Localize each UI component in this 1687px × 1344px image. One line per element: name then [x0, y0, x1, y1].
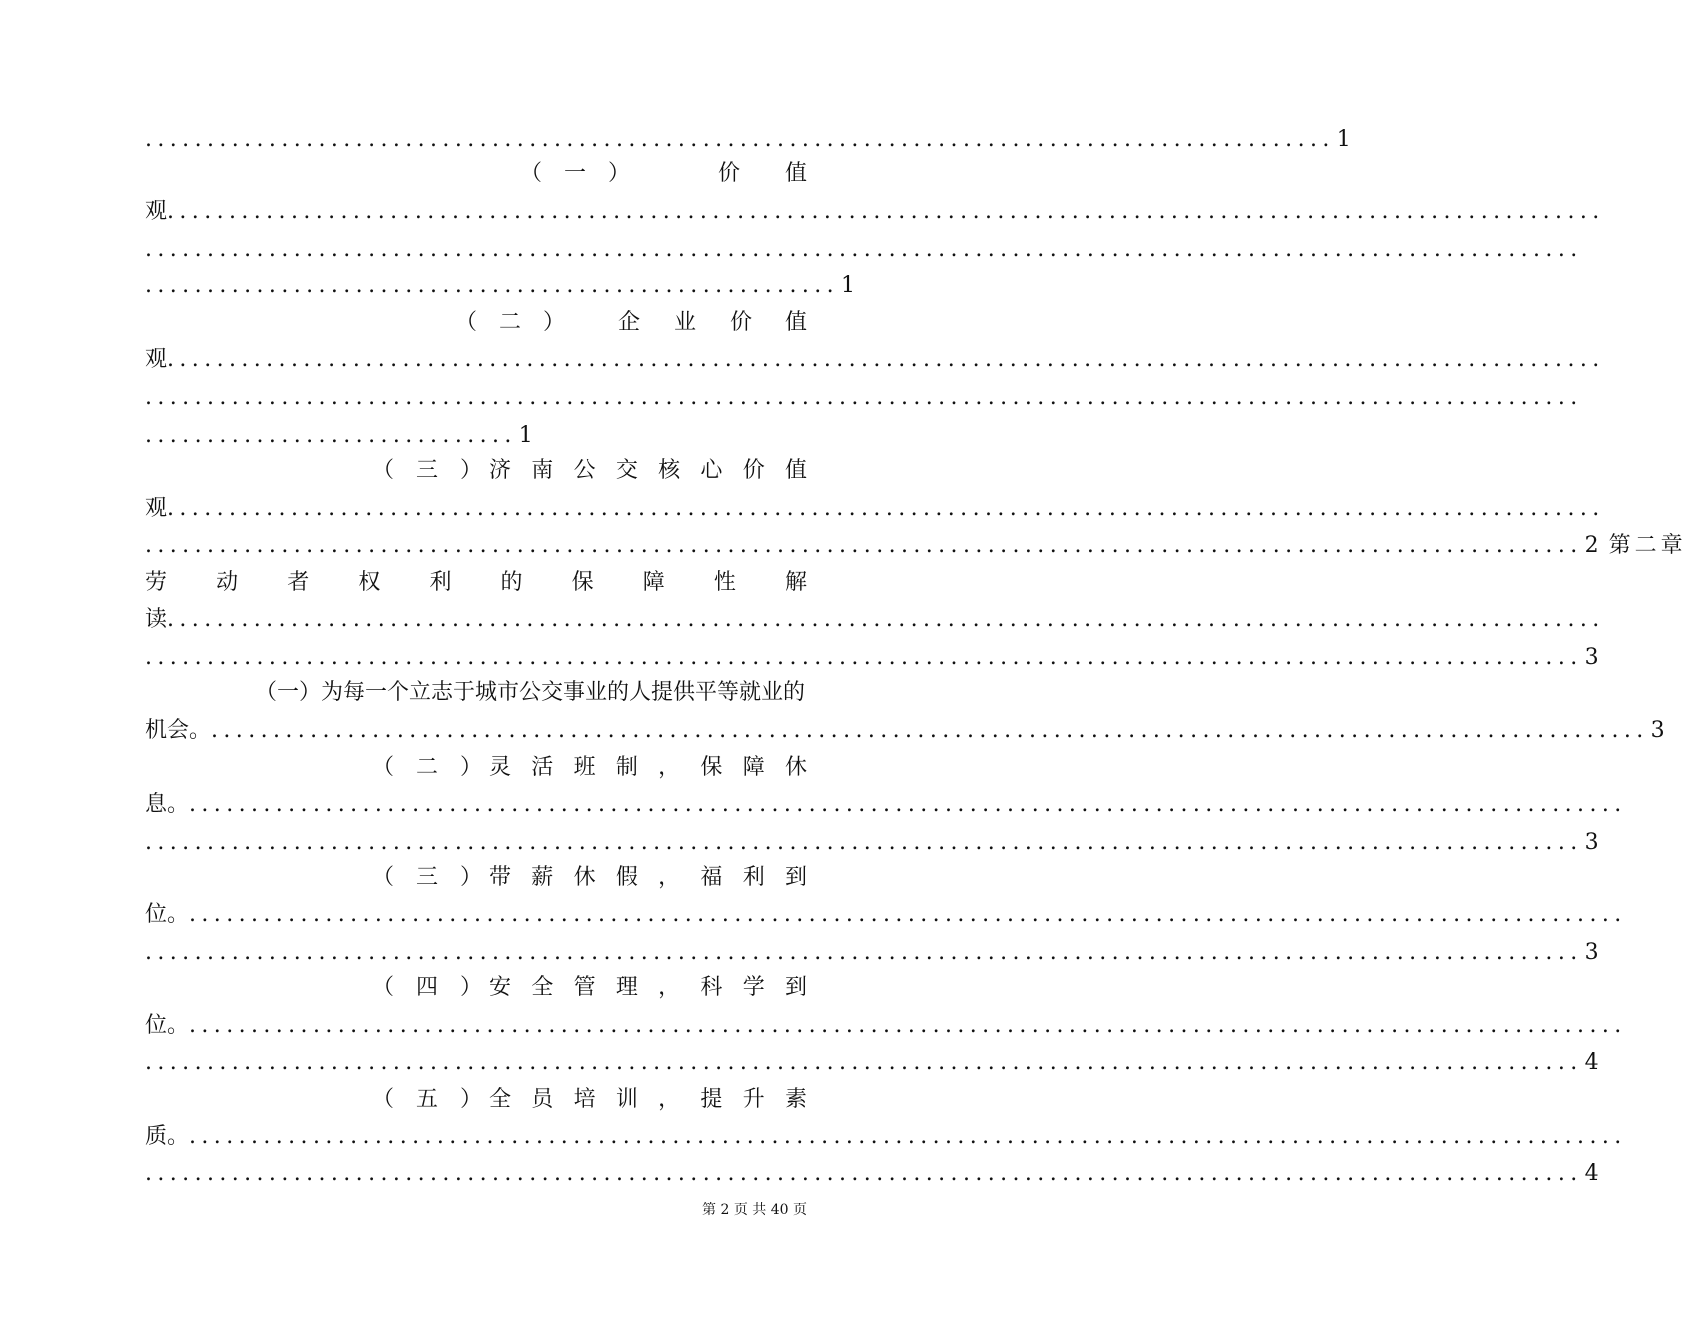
- toc-entry-char: 劳: [145, 570, 168, 595]
- toc-page-number: 4: [1584, 1161, 1599, 1186]
- toc-leader-line: [145, 640, 1599, 676]
- toc-entry-char: 值: [784, 161, 807, 186]
- toc-entry-char: 公: [573, 458, 596, 483]
- toc-section-heading: [372, 860, 807, 896]
- toc-entry-core-value-heading: [372, 453, 807, 489]
- dot-leader: ....................................................................................................................: [189, 792, 1627, 817]
- toc-page-number: 3: [1584, 830, 1599, 855]
- dot-leader: ....................................................................................................................: [145, 940, 1583, 965]
- toc-entry-char: 训: [615, 1087, 638, 1112]
- toc-entry-text: 位。: [145, 1013, 190, 1038]
- toc-entry-char: 素: [784, 1087, 807, 1112]
- toc-entry-char: 解: [784, 570, 807, 595]
- toc-entry-corporate-value-heading: [455, 305, 807, 341]
- toc-entry-text: 机会。: [145, 718, 212, 743]
- toc-entry-number: （ 三 ）: [372, 865, 483, 890]
- toc-entry-char: 提: [700, 1087, 723, 1112]
- toc-entry-char: 企: [618, 310, 641, 335]
- toc-entry-text: 息。: [145, 792, 190, 817]
- toc-entry-char: 培: [573, 1087, 596, 1112]
- toc-entry-char: 性: [713, 570, 736, 595]
- toc-entry-continuation: [145, 1119, 1627, 1155]
- toc-entry-title: [489, 453, 807, 489]
- toc-entry-char: 值: [784, 310, 807, 335]
- toc-entry-char: 业: [674, 310, 697, 335]
- toc-entry-char: 全: [531, 975, 554, 1000]
- toc-section-heading: [372, 970, 807, 1006]
- toc-entry-continuation: [145, 342, 1605, 378]
- toc-leader-line: [145, 122, 1351, 158]
- dot-leader: ........................................................: [145, 273, 840, 298]
- toc-entry-char: 科: [700, 975, 723, 1000]
- toc-entry-char: 的: [500, 570, 523, 595]
- dot-leader: ..............................: [145, 423, 517, 448]
- toc-entry-char: 到: [784, 975, 807, 1000]
- dot-leader: ....................................................................................................................: [189, 1124, 1627, 1149]
- dot-leader: ....................................................................................................................: [145, 1050, 1583, 1075]
- page-footer: 第 2 页 共 40 页: [702, 1202, 807, 1218]
- toc-entry-char: 升: [742, 1087, 765, 1112]
- toc-entry-char: 价: [742, 458, 765, 483]
- toc-entry-title: [489, 860, 807, 896]
- toc-entry-continuation: [145, 787, 1627, 823]
- toc-entry-text: 位。: [145, 902, 190, 927]
- dot-leader: ....................................................................................................................: [145, 533, 1583, 558]
- dot-leader: ....................................................................................................................: [189, 1013, 1627, 1038]
- toc-entry-number: （ 五 ）: [372, 1087, 483, 1112]
- toc-entry-char: 济: [489, 458, 512, 483]
- toc-entry-char: 南: [531, 458, 554, 483]
- toc-entry-char: ，: [658, 1087, 681, 1112]
- dot-leader: ....................................................................................................................: [167, 496, 1605, 521]
- toc-leader-line: [145, 935, 1599, 971]
- toc-page-number: 2: [1584, 533, 1599, 558]
- toc-entry-char: 障: [642, 570, 665, 595]
- toc-entry-char: 班: [573, 755, 596, 780]
- toc-leader-line: [145, 268, 856, 304]
- dot-leader: ....................................................................................................................: [145, 385, 1583, 410]
- toc-entry-char: 价: [718, 161, 741, 186]
- toc-entry-char: 安: [489, 975, 512, 1000]
- toc-entry-text: 观: [145, 199, 168, 224]
- toc-entry-char: 福: [700, 865, 723, 890]
- toc-section-heading: [372, 1082, 807, 1118]
- toc-entry-title: [489, 750, 807, 786]
- toc-entry-number: （ 二 ）: [372, 755, 483, 780]
- toc-entry-char: 价: [730, 310, 753, 335]
- dot-leader: ....................................................................................................................: [145, 237, 1583, 262]
- toc-entry-char: 员: [531, 1087, 554, 1112]
- toc-entry-text: 读: [145, 607, 168, 632]
- toc-entry-number: （ 四 ）: [372, 975, 483, 1000]
- toc-entry-char: 利: [742, 865, 765, 890]
- toc-entry-char: 薪: [531, 865, 554, 890]
- toc-entry-title: [489, 970, 807, 1006]
- toc-entry-char: 心: [700, 458, 723, 483]
- dot-leader: ....................................................................................................................: [145, 645, 1583, 670]
- toc-entry-char: 权: [358, 570, 381, 595]
- toc-entry-char: 障: [742, 755, 765, 780]
- toc-entry-char: 休: [573, 865, 596, 890]
- dot-leader: ....................................................................................................................: [145, 1161, 1583, 1186]
- toc-leader-line: [145, 380, 1583, 416]
- toc-leader-line: [145, 1045, 1599, 1081]
- toc-entry-char: ，: [658, 865, 681, 890]
- chapter-label: 第二章: [1608, 533, 1687, 558]
- toc-page-number: 3: [1584, 645, 1599, 670]
- toc-entry-char: 灵: [489, 755, 512, 780]
- toc-leader-line: [145, 1156, 1599, 1192]
- toc-entry-text: 观: [145, 347, 168, 372]
- toc-entry-char: 休: [784, 755, 807, 780]
- dot-leader: ................................................................................................: [145, 127, 1335, 152]
- toc-leader-line: [145, 528, 1687, 564]
- toc-page-number: 1: [1336, 127, 1351, 152]
- toc-entry-char: 值: [784, 458, 807, 483]
- toc-page-number: 3: [1584, 940, 1599, 965]
- toc-entry-value-heading: [520, 156, 807, 192]
- toc-entry-continuation: [145, 602, 1605, 638]
- toc-entry-number: （ 一 ）: [520, 161, 631, 186]
- toc-entry-char: 到: [784, 865, 807, 890]
- toc-entry-char: 全: [489, 1087, 512, 1112]
- toc-entry-char: 核: [658, 458, 681, 483]
- toc-leader-line: [145, 825, 1599, 861]
- toc-entry-char: 利: [429, 570, 452, 595]
- toc-entry-char: 动: [216, 570, 239, 595]
- toc-entry-char: 保: [571, 570, 594, 595]
- toc-entry-text: 观: [145, 496, 168, 521]
- dot-leader: ....................................................................................................................: [167, 607, 1605, 632]
- dot-leader: ....................................................................................................................: [145, 830, 1583, 855]
- toc-entry-char: 交: [615, 458, 638, 483]
- toc-entry-continuation: [145, 897, 1627, 933]
- toc-section-title: （一）为每一个立志于城市公交事业的人提供平等就业的: [255, 680, 806, 705]
- toc-entry-title: [489, 1082, 807, 1118]
- toc-entry-text: 质。: [145, 1124, 190, 1149]
- toc-entry-continuation: [145, 713, 1665, 749]
- dot-leader: ....................................................................................................................: [189, 902, 1627, 927]
- toc-entry-char: 管: [573, 975, 596, 1000]
- toc-page-number: 3: [1650, 718, 1665, 743]
- toc-chapter-title: [145, 565, 807, 601]
- toc-section-heading: [372, 750, 807, 786]
- toc-entry-char: ，: [658, 975, 681, 1000]
- toc-page-number: 1: [841, 273, 856, 298]
- dot-leader: ....................................................................................................................: [167, 347, 1605, 372]
- toc-entry-char: 活: [531, 755, 554, 780]
- toc-entry-char: 理: [615, 975, 638, 1000]
- toc-entry-number: （ 二 ）: [455, 310, 566, 335]
- toc-entry-number: （ 三 ）: [372, 458, 483, 483]
- toc-entry-char: 保: [700, 755, 723, 780]
- toc-entry-continuation: [145, 491, 1605, 527]
- toc-entry-char: ，: [658, 755, 681, 780]
- toc-leader-line: [145, 418, 533, 454]
- toc-entry-continuation: [145, 1008, 1627, 1044]
- toc-entry-char: 学: [742, 975, 765, 1000]
- toc-leader-line: [145, 232, 1583, 268]
- dot-leader: ....................................................................................................................: [167, 199, 1605, 224]
- dot-leader: ....................................................................................................................: [211, 718, 1649, 743]
- toc-entry-char: 假: [615, 865, 638, 890]
- toc-page-number: 1: [518, 423, 533, 448]
- toc-entry-char: 带: [489, 865, 512, 890]
- toc-page-number: 4: [1584, 1050, 1599, 1075]
- toc-entry-char: 制: [615, 755, 638, 780]
- toc-entry-char: 者: [287, 570, 310, 595]
- toc-entry-continuation: [145, 194, 1605, 230]
